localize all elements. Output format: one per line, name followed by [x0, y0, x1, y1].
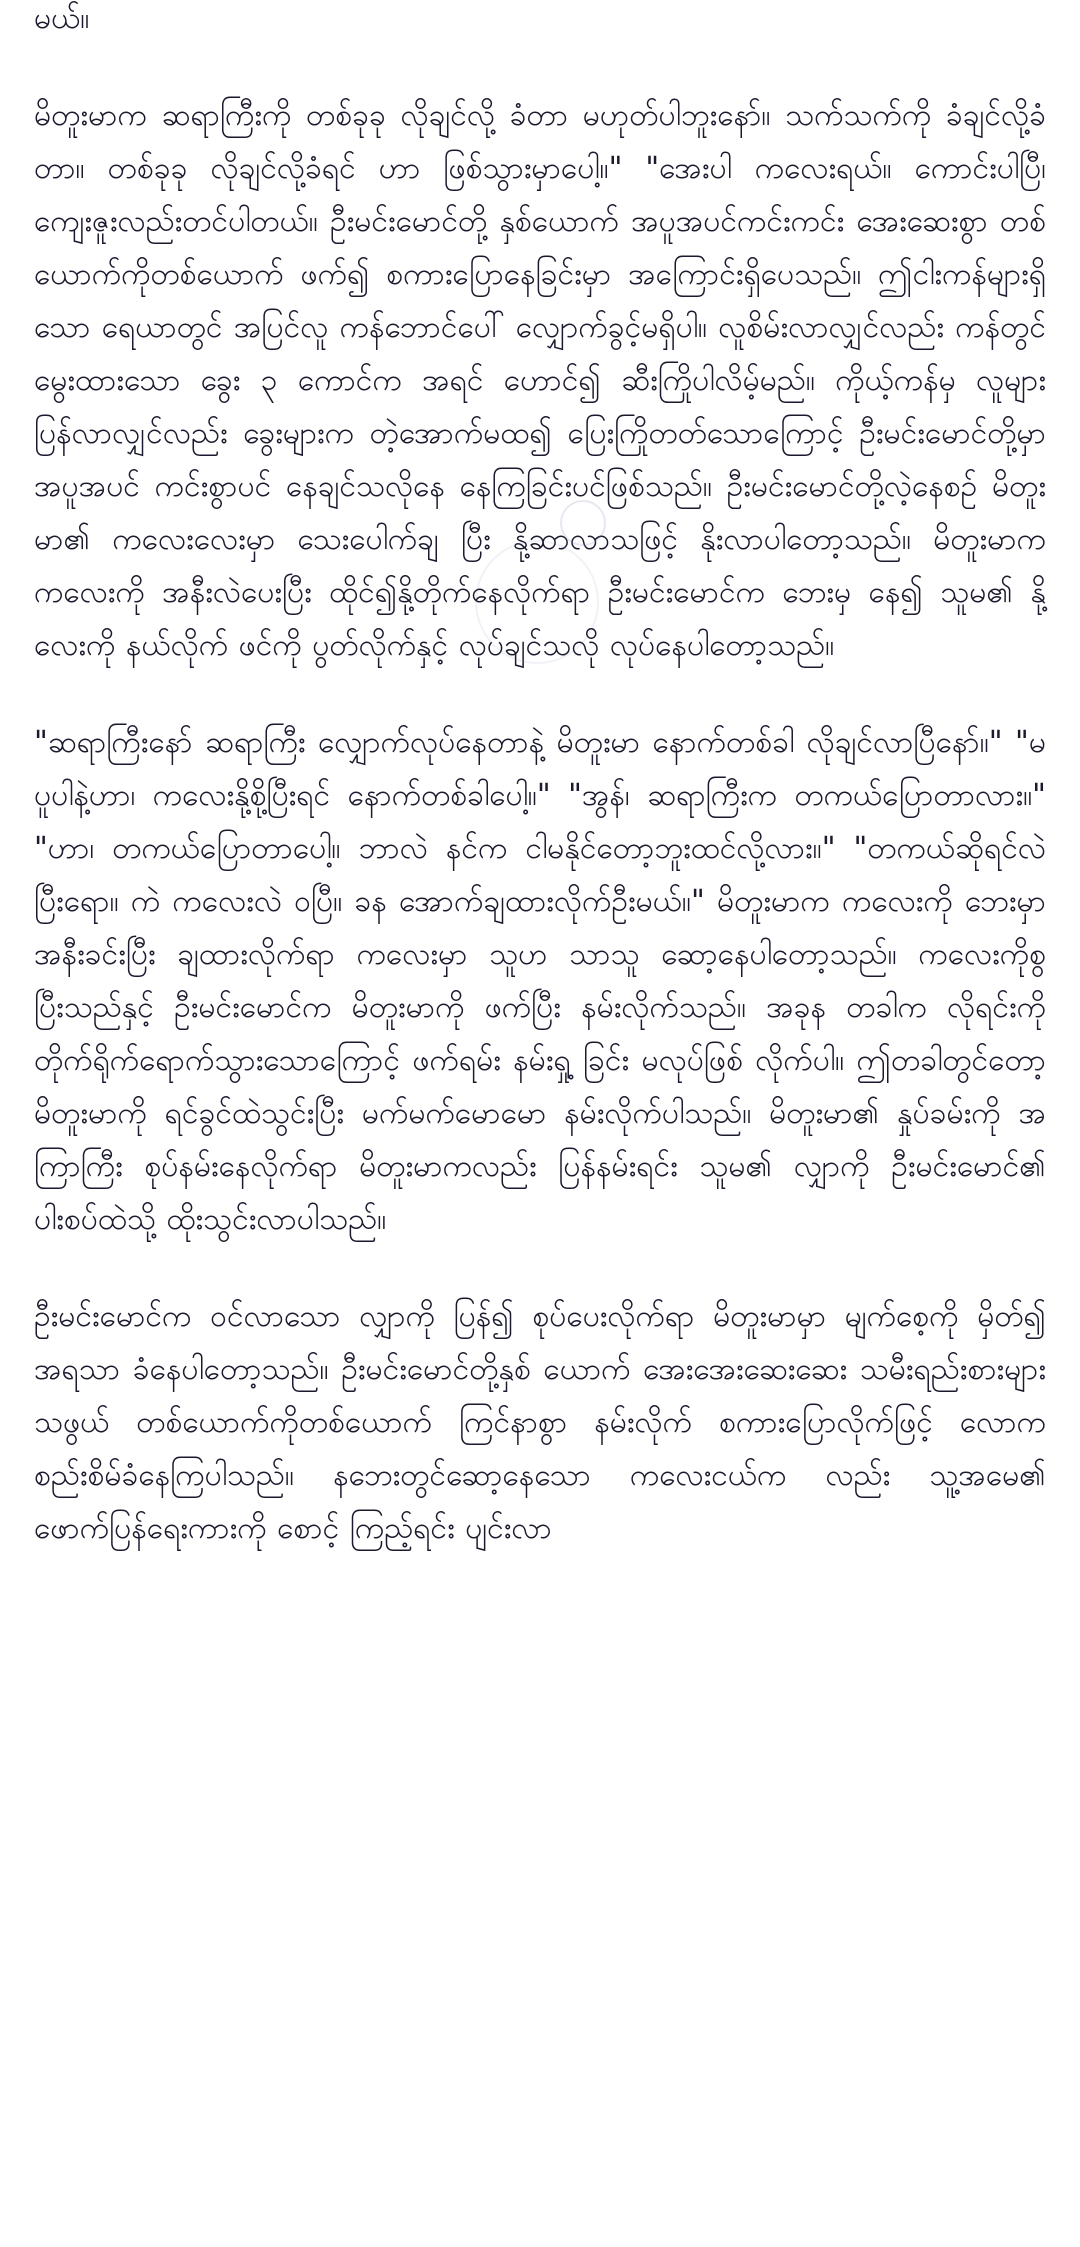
paragraph: "ဆရာကြီးနော် ဆရာကြီး လျှောက်လုပ်နေတာနဲ့ မိတူးမာ နောက်တစ်ခါ လိုချင်လာပြီနော်။" "မပူပါနဲ့ဟာ၊ ကလေးနို့စို့ပြီးရင် နောက်တစ်ခါပေါ့။" "အွန်၊ ဆရာကြီးက တကယ်ပြောတာလား။" "ဟာ၊ တကယ်ပြောတာပေါ့။ ဘာလဲ နင်က ငါမနိုင်တော့ဘူးထင်လို့လား။" "တကယ်ဆိုရင်လဲ ပြီးရော။ ကဲ ကလေးလဲ ဝပြီ။ ခန အောက်ချထားလိုက်ဦးမယ်။" မိတူးမာက ကလေးကို ဘေးမှာ အနီးခင်းပြီး ချထားလိုက်ရာ ကလေးမှာ သူဟ သာသူ ဆော့နေပါတော့သည်။ ကလေးကိုစွပြီးသည်နှင့် ဦးမင်းမောင်က မိတူးမာကို ဖက်ပြီး နမ်းလိုက်သည်။ အခုန တခါက လိုရင်းကို တိုက်ရိုက်ရောက်သွားသောကြောင့် ဖက်ရမ်း နမ်းရှု့ ခြင်း မလုပ်ဖြစ် လိုက်ပါ။ ဤတခါတွင်တော့ မိတူးမာကို ရင်ခွင်ထဲသွင်းပြီး မက်မက်မောမော နမ်းလိုက်ပါသည်။ မိတူးမာ၏ နှုပ်ခမ်းကို အကြာကြီး စုပ်နမ်းနေလိုက်ရာ မိတူးမာကလည်း ပြန်နမ်းရင်း သူမ၏ လျှာကို ဦးမင်းမောင်၏ ပါးစပ်ထဲသို့ ထိုးသွင်းလာပါသည်။: [34, 725, 1046, 1237]
paragraph: မယ်။: [34, 1, 90, 36]
document-text-body: [34, 0, 1046, 1555]
paragraph: ဦးမင်းမောင်က ဝင်လာသော လျှာကို ပြန်၍ စုပ်ပေးလိုက်ရာ မိတူးမာမှာ မျက်စေ့ကို မှိတ်၍ အရသာ ခံနေပါတော့သည်။ ဦးမင်းမောင်တို့နှစ် ယောက် အေးအေးဆေးဆေး သမီးရည်းစားများသဖွယ် တစ်ယောက်ကိုတစ်ယောက် ကြင်နာစွာ နမ်းလိုက် စကားပြောလိုက်ဖြင့် လောက စည်းစိမ်ခံနေကြပါသည်။ နဘေးတွင်ဆော့နေသော ကလေးငယ်က လည်း သူ့အမေ၏ ဖောက်ပြန်ရေးကားကို စောင့် ကြည့်ရင်း ပျင်းလာ: [34, 1299, 1046, 1546]
paragraph: မိတူးမာက ဆရာကြီးကို တစ်ခုခု လိုချင်လို့ ခံတာ မဟုတ်ပါဘူးနော်။ သက်သက်ကို ခံချင်လို့ခံတာ။ တစ်ခုခု လိုချင်လို့ခံရင် ဟာ ဖြစ်သွားမှာပေါ့။" "အေးပါ ကလေးရယ်။ ကောင်းပါပြီ၊ ကျေးဇူးလည်းတင်ပါတယ်။ ဦးမင်းမောင်တို့ နှစ်ယောက် အပူအပင်ကင်းကင်း အေးဆေးစွာ တစ်ယောက်ကိုတစ်ယောက် ဖက်၍ စကားပြောနေခြင်းမှာ အကြောင်းရှိပေသည်။ ဤငါးကန်များရှိသော ရေယာတွင် အပြင်လူ ကန်ဘောင်ပေါ် လျှောက်ခွင့်မရှိပါ။ လူစိမ်းလာလျှင်လည်း ကန်တွင်မွေးထားသော ခွေး ၃ ကောင်က အရင် ဟောင်၍ ဆီးကြိုပါလိမ့်မည်။ ကိုယ့်ကန်မှ လူများ ပြန်လာလျှင်လည်း ခွေးများက တဲ့အောက်မထ၍ ပြေးကြိုတတ်သောကြောင့် ဦးမင်းမောင်တို့မှာ အပူအပင် ကင်းစွာပင် နေချင်သလိုနေ နေကြခြင်းပင်ဖြစ်သည်။ ဦးမင်းမောင်တို့လဲ့နေစဉ် မိတူးမာ၏ ကလေးလေးမှာ သေးပေါက်ချ ပြီး နို့ဆာလာသဖြင့် နိုးလာပါတော့သည်။ မိတူးမာက ကလေးကို အနီးလဲပေးပြီး ထိုင်၍နို့တိုက်နေလိုက်ရာ ဦးမင်းမောင်က ဘေးမှ နေ၍ သူမ၏ နို့လေးကို နယ်လိုက် ဖင်ကို ပွတ်လိုက်နှင့် လုပ်ချင်သလို လုပ်နေပါတော့သည်။: [34, 98, 1046, 663]
